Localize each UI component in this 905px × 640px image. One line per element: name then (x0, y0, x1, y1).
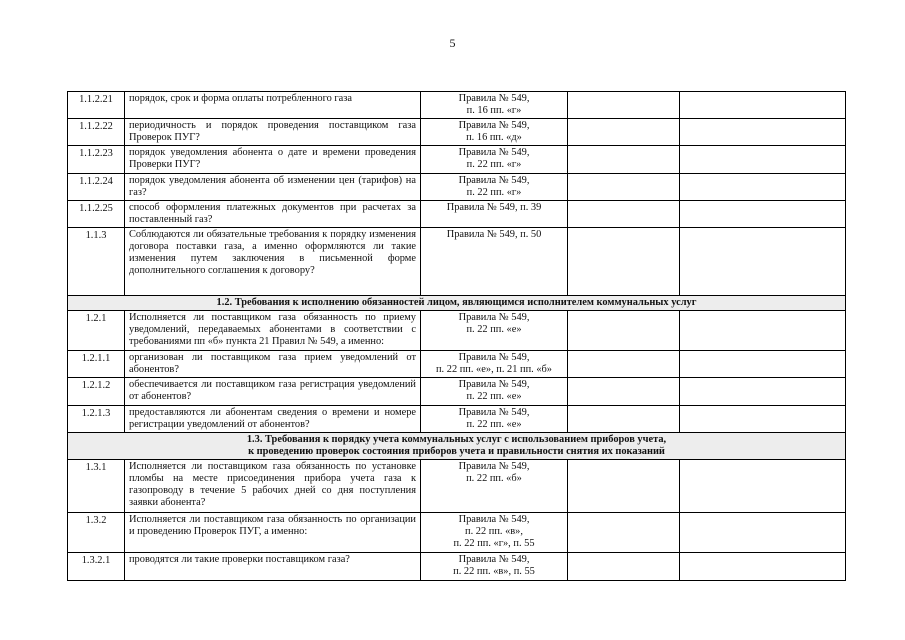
legal-reference-line: п. 22 пп. «г», п. 55 (453, 538, 535, 550)
table-row (68, 460, 846, 513)
answer-cell (568, 227, 680, 295)
requirement-question-cell: предоставляются ли абонентам сведения о времени и номере регистрации уведомлений от абонентов? (125, 405, 421, 432)
legal-reference-line: п. 22 пп. «в», п. 55 (453, 566, 535, 578)
section-header-row (68, 295, 846, 310)
answer-cell (568, 311, 680, 351)
item-number-cell: 1.3.2.1 (68, 553, 125, 581)
legal-reference-line: п. 22 пп. «е» (466, 391, 522, 403)
notes-cell (680, 513, 846, 553)
table-row (68, 553, 846, 581)
legal-reference-line: Правила № 549, (458, 554, 530, 566)
checklist-table (67, 91, 846, 581)
section-title-line: к проведению проверок состояния приборов учета и правильности снятия их показаний (248, 445, 665, 457)
notes-cell (680, 227, 846, 295)
legal-reference-line: п. 22 пп. «в», (465, 526, 523, 538)
legal-reference-cell (421, 119, 568, 146)
requirement-question-cell: порядок, срок и форма оплаты потребленного газа (125, 92, 421, 119)
legal-reference-line: п. 22 пп. «е» (466, 418, 522, 430)
answer-cell (568, 173, 680, 200)
requirement-question-cell: Исполняется ли поставщиком газа обязанность по организации и проведению Проверок ПУГ, а именно: (125, 513, 421, 553)
answer-cell (568, 146, 680, 173)
table-row (68, 92, 846, 119)
legal-reference-cell (421, 351, 568, 378)
requirement-question-cell: порядок уведомления абонента о дате и времени проведения Проверки ПУГ? (125, 146, 421, 173)
item-number-cell: 1.2.1.3 (68, 405, 125, 432)
legal-reference-line: п. 22 пп. «е», п. 21 пп. «б» (436, 364, 552, 376)
legal-reference-line: п. 22 пп. «е» (466, 324, 522, 336)
table-row (68, 200, 846, 227)
answer-cell (568, 119, 680, 146)
table-row (68, 119, 846, 146)
checklist-table-body (68, 92, 846, 581)
notes-cell (680, 119, 846, 146)
table-row (68, 378, 846, 405)
table-row (68, 351, 846, 378)
requirement-question-cell: периодичность и порядок проведения поставщиком газа Проверок ПУГ? (125, 119, 421, 146)
table-row (68, 227, 846, 295)
requirement-question-cell: проводятся ли такие проверки поставщиком газа? (125, 553, 421, 581)
notes-cell (680, 405, 846, 432)
legal-reference-line: Правила № 549, (458, 147, 530, 159)
table-row (68, 513, 846, 553)
legal-reference-line: п. 22 пп. «б» (466, 473, 522, 485)
requirement-question-cell: порядок уведомления абонента об изменении цен (тарифов) на газ? (125, 173, 421, 200)
legal-reference-cell (421, 405, 568, 432)
legal-reference-line: Правила № 549, п. 39 (446, 201, 542, 213)
table-row (68, 173, 846, 200)
checklist-table-wrapper (67, 91, 845, 585)
notes-cell (680, 146, 846, 173)
section-header-cell (68, 432, 846, 459)
item-number-cell: 1.3.2 (68, 513, 125, 553)
legal-reference-line: п. 16 пп. «д» (466, 132, 522, 144)
answer-cell (568, 92, 680, 119)
notes-cell (680, 173, 846, 200)
table-row (68, 146, 846, 173)
legal-reference-line: Правила № 549, (458, 93, 530, 104)
legal-reference-line: Правила № 549, (458, 352, 530, 364)
legal-reference-cell (421, 553, 568, 581)
legal-reference-line: п. 16 пп. «г» (466, 105, 522, 117)
section-title-line: 1.2. Требования к исполнению обязанностей лицом, являющимся исполнителем коммунальных услуг (216, 296, 697, 308)
item-number-cell: 1.1.2.24 (68, 173, 125, 200)
requirement-question-cell: организован ли поставщиком газа прием уведомлений от абонентов? (125, 351, 421, 378)
requirement-question-cell: способ оформления платежных документов при расчетах за поставленный газ? (125, 200, 421, 227)
item-number-cell: 1.2.1.2 (68, 378, 125, 405)
table-row (68, 311, 846, 351)
answer-cell (568, 553, 680, 581)
notes-cell (680, 351, 846, 378)
legal-reference-line: п. 22 пп. «г» (466, 186, 522, 198)
notes-cell (680, 311, 846, 351)
item-number-cell: 1.1.3 (68, 227, 125, 295)
legal-reference-line: Правила № 549, п. 50 (446, 228, 542, 240)
requirement-question-cell: Исполняется ли поставщиком газа обязанность по приему уведомлений, передаваемых абонентами в соответствии с требованиями пп «б» пункта 21 Правил № 549, а именно: (125, 311, 421, 351)
notes-cell (680, 460, 846, 513)
notes-cell (680, 92, 846, 119)
answer-cell (568, 513, 680, 553)
legal-reference-line: п. 22 пп. «г» (466, 159, 522, 171)
item-number-cell: 1.2.1.1 (68, 351, 125, 378)
answer-cell (568, 200, 680, 227)
legal-reference-line: Правила № 549, (458, 514, 530, 526)
answer-cell (568, 460, 680, 513)
notes-cell (680, 378, 846, 405)
legal-reference-cell (421, 200, 568, 227)
requirement-question-cell: Соблюдаются ли обязательные требования к порядку изменения договора поставки газа, а именно оформляются ли такие изменения путем заключения в письменной форме дополнительного соглашения к договору? (125, 227, 421, 295)
legal-reference-cell (421, 378, 568, 405)
legal-reference-cell (421, 173, 568, 200)
item-number-cell: 1.2.1 (68, 311, 125, 351)
legal-reference-line: Правила № 549, (458, 174, 530, 186)
legal-reference-line: Правила № 549, (458, 461, 530, 473)
item-number-cell: 1.3.1 (68, 460, 125, 513)
legal-reference-cell (421, 513, 568, 553)
legal-reference-cell (421, 92, 568, 119)
legal-reference-cell (421, 460, 568, 513)
legal-reference-line: Правила № 549, (458, 406, 530, 418)
item-number-cell: 1.1.2.25 (68, 200, 125, 227)
requirement-question-cell: обеспечивается ли поставщиком газа регистрация уведомлений от абонентов? (125, 378, 421, 405)
answer-cell (568, 351, 680, 378)
answer-cell (568, 378, 680, 405)
legal-reference-cell (421, 311, 568, 351)
legal-reference-cell (421, 146, 568, 173)
notes-cell (680, 553, 846, 581)
legal-reference-cell (421, 227, 568, 295)
legal-reference-line: Правила № 549, (458, 120, 530, 132)
item-number-cell: 1.1.2.23 (68, 146, 125, 173)
item-number-cell: 1.1.2.21 (68, 92, 125, 119)
notes-cell (680, 200, 846, 227)
section-title-line: 1.3. Требования к порядку учета коммунальных услуг с использованием приборов учета, (246, 433, 667, 445)
legal-reference-line: Правила № 549, (458, 379, 530, 391)
legal-reference-line: Правила № 549, (458, 312, 530, 324)
answer-cell (568, 405, 680, 432)
item-number-cell: 1.1.2.22 (68, 119, 125, 146)
page-number: 5 (449, 36, 456, 50)
section-header-cell (68, 295, 846, 310)
section-header-row (68, 432, 846, 459)
requirement-question-cell: Исполняется ли поставщиком газа обязанность по установке пломбы на месте присоединения прибора учета газа к газопроводу в течение 5 рабочих дней со дня поступления заявки абонента? (125, 460, 421, 513)
table-row (68, 405, 846, 432)
